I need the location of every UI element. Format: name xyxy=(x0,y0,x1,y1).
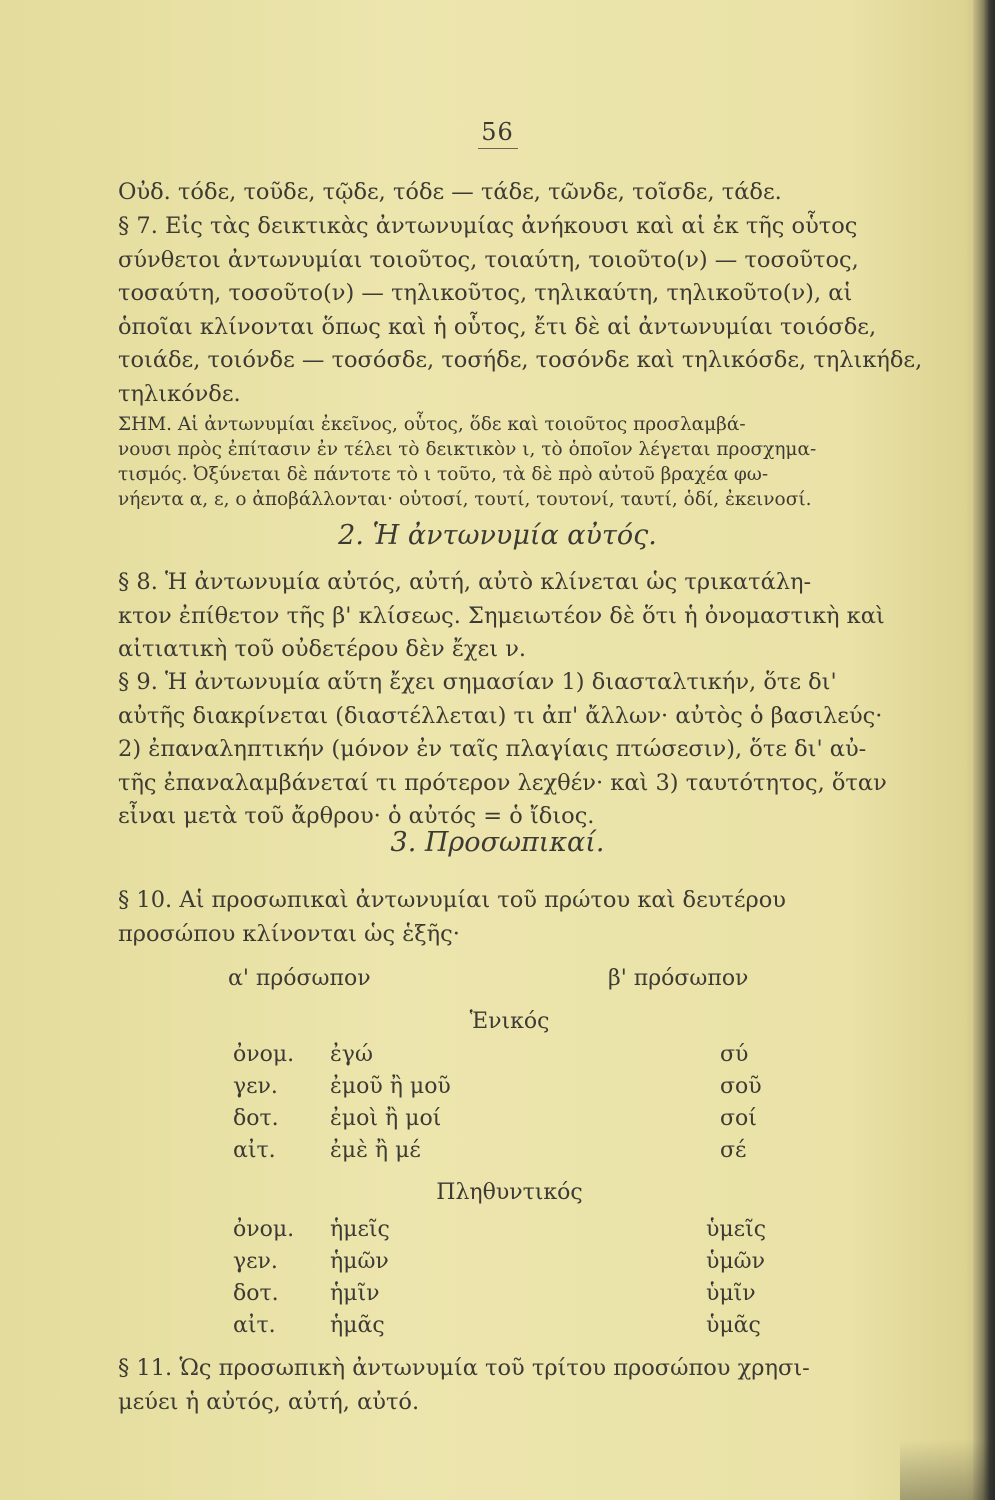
paragraph-7 xyxy=(118,210,923,411)
section-heading-3: 3. Προσωπικαί. xyxy=(390,827,605,858)
p7-line-1: § 7. Εἰς τὰς δεικτικὰς ἀντωνυμίας ἀνήκουσι καὶ αἱ ἐκ τῆς οὗτος xyxy=(118,213,858,239)
p10-line-1: § 10. Αἱ προσωπικαὶ ἀντωνυμίαι τοῦ πρώτου καὶ δευτέρου xyxy=(118,887,786,913)
p9-line-2: αὐτῆς διακρίνεται (διαστέλλεται) τι ἀπ' ἄλλων· αὐτὸς ὁ βασιλεύς· xyxy=(118,702,883,729)
table-first: ἐμὲ ἢ μέ xyxy=(330,1138,421,1163)
table-case: ὀνομ. xyxy=(233,1042,295,1067)
note-block xyxy=(118,412,863,512)
p9-line-1: § 9. Ἡ ἀντωνυμία αὕτη ἔχει σημασίαν 1) διασταλτικήν, ὅτε δι' xyxy=(118,669,837,695)
table-case: δοτ. xyxy=(233,1281,279,1306)
table-case: αἰτ. xyxy=(233,1138,276,1163)
page-number-rule xyxy=(478,148,518,149)
paragraph-8 xyxy=(118,566,885,667)
table-second: ὑμᾶς xyxy=(706,1313,761,1338)
paragraph-11 xyxy=(118,1352,863,1419)
table-second: ὑμεῖς xyxy=(706,1217,767,1242)
note-line-4: νήεντα α, ε, ο ἀποβάλλονται· οὑτοσί, τουτί, τουτονί, ταυτί, ὁδί, ἐκεινοσί. xyxy=(118,489,812,510)
p8-line-2: κτον ἐπίθετον τῆς β' κλίσεως. Σημειωτέον δὲ ὅτι ἡ ὀνομαστικὴ καὶ xyxy=(118,602,885,629)
p11-line-1: § 11. Ὡς προσωπικὴ ἀντωνυμία τοῦ τρίτου προσώπου χρησι- xyxy=(118,1355,810,1381)
note-line-3: τισμός. Ὀξύνεται δὲ πάντοτε τὸ ι τοῦτο, τὰ δὲ πρὸ αὐτοῦ βραχέα φω- xyxy=(118,464,769,485)
p8-line-1: § 8. Ἡ ἀντωνυμία αὐτός, αὐτή, αὐτὸ κλίνεται ὡς τρικατάλη- xyxy=(118,569,812,595)
col-header-first-person: α' πρόσωπον xyxy=(228,966,371,991)
page-corner-shadow xyxy=(900,1440,995,1500)
table-first: ἡμᾶς xyxy=(330,1313,385,1338)
p7-line-6: τηλικόνδε. xyxy=(118,380,241,407)
p7-line-4: ὁποῖαι κλίνονται ὅπως καὶ ἡ οὗτος, ἔτι δὲ αἱ ἀντωνυμίαι τοιόσδε, xyxy=(118,313,877,340)
table-case: ὀνομ. xyxy=(233,1217,295,1242)
p11-line-2: μεύει ἡ αὐτός, αὐτή, αὐτό. xyxy=(118,1388,420,1415)
table-second: ὑμῶν xyxy=(706,1249,765,1274)
p7-line-5: τοιάδε, τοιόνδε — τοσόσδε, τοσήδε, τοσόνδε καὶ τηλικόσδε, τηλικήδε, xyxy=(118,347,923,373)
paragraph-9 xyxy=(118,666,887,834)
table-first: ἐμοὶ ἢ μοί xyxy=(330,1106,442,1131)
section-heading-2: 2. Ἡ ἀντωνυμία αὐτός. xyxy=(338,520,657,551)
singular-label: Ἑνικός xyxy=(469,1009,550,1034)
page-edge-shadow xyxy=(973,0,995,1500)
table-case: δοτ. xyxy=(233,1106,279,1131)
p8-line-3: αἰτιατικὴ τοῦ οὐδετέρου δὲν ἔχει ν. xyxy=(118,636,527,662)
p9-line-3: 2) ἐπαναληπτικήν (μόνον ἐν ταῖς πλαγίαις πτώσεσιν), ὅτε δι' αὐ- xyxy=(118,736,867,762)
table-first: ἡμῖν xyxy=(330,1281,380,1306)
table-case: αἰτ. xyxy=(233,1313,276,1338)
col-header-second-person: β' πρόσωπον xyxy=(608,966,749,991)
table-second: ὑμῖν xyxy=(706,1281,756,1306)
p7-line-2: σύνθετοι ἀντωνυμίαι τοιοῦτος, τοιαύτη, τοιοῦτο(ν) — τοσοῦτος, xyxy=(118,246,859,273)
p7-line-3: τοσαύτη, τοσοῦτο(ν) — τηλικοῦτος, τηλικαύτη, τηλικοῦτο(ν), αἱ xyxy=(118,280,853,306)
note-line-1: ΣΗΜ. Αἱ ἀντωνυμίαι ἐκεῖνος, οὗτος, ὅδε καὶ τοιοῦτος προσλαμβά- xyxy=(118,414,746,435)
note-line-2: νουσι πρὸς ἐπίτασιν ἐν τέλει τὸ δεικτικὸν ι, τὸ ὁποῖον λέγεται προσχημα- xyxy=(118,439,817,460)
table-second: σοί xyxy=(720,1106,757,1131)
table-second: σύ xyxy=(720,1042,749,1067)
p9-line-5: εἶναι μετὰ τοῦ ἄρθρου· ὁ αὐτός = ὁ ἴδιος. xyxy=(118,803,595,829)
table-first: ἐγώ xyxy=(330,1042,373,1067)
table-case: γεν. xyxy=(233,1249,278,1274)
p10-line-2: προσώπου κλίνονται ὡς ἑξῆς· xyxy=(118,920,460,947)
page-number: 56 xyxy=(481,118,514,146)
intro-line xyxy=(118,176,863,210)
plural-label: Πληθυντικός xyxy=(436,1180,583,1205)
table-first: ἡμεῖς xyxy=(330,1217,390,1242)
table-second: σοῦ xyxy=(720,1074,762,1099)
table-first: ἡμῶν xyxy=(330,1249,389,1274)
table-second: σέ xyxy=(720,1138,747,1163)
paragraph-10 xyxy=(118,884,863,951)
table-first: ἐμοῦ ἢ μοῦ xyxy=(330,1074,451,1099)
p9-line-4: τῆς ἐπαναλαμβάνεταί τι πρότερον λεχθέν· καὶ 3) ταυτότητος, ὅταν xyxy=(118,769,887,796)
table-case: γεν. xyxy=(233,1074,278,1099)
intro-text: Οὐδ. τόδε, τοῦδε, τῷδε, τόδε — τάδε, τῶνδε, τοῖσδε, τάδε. xyxy=(118,179,782,205)
